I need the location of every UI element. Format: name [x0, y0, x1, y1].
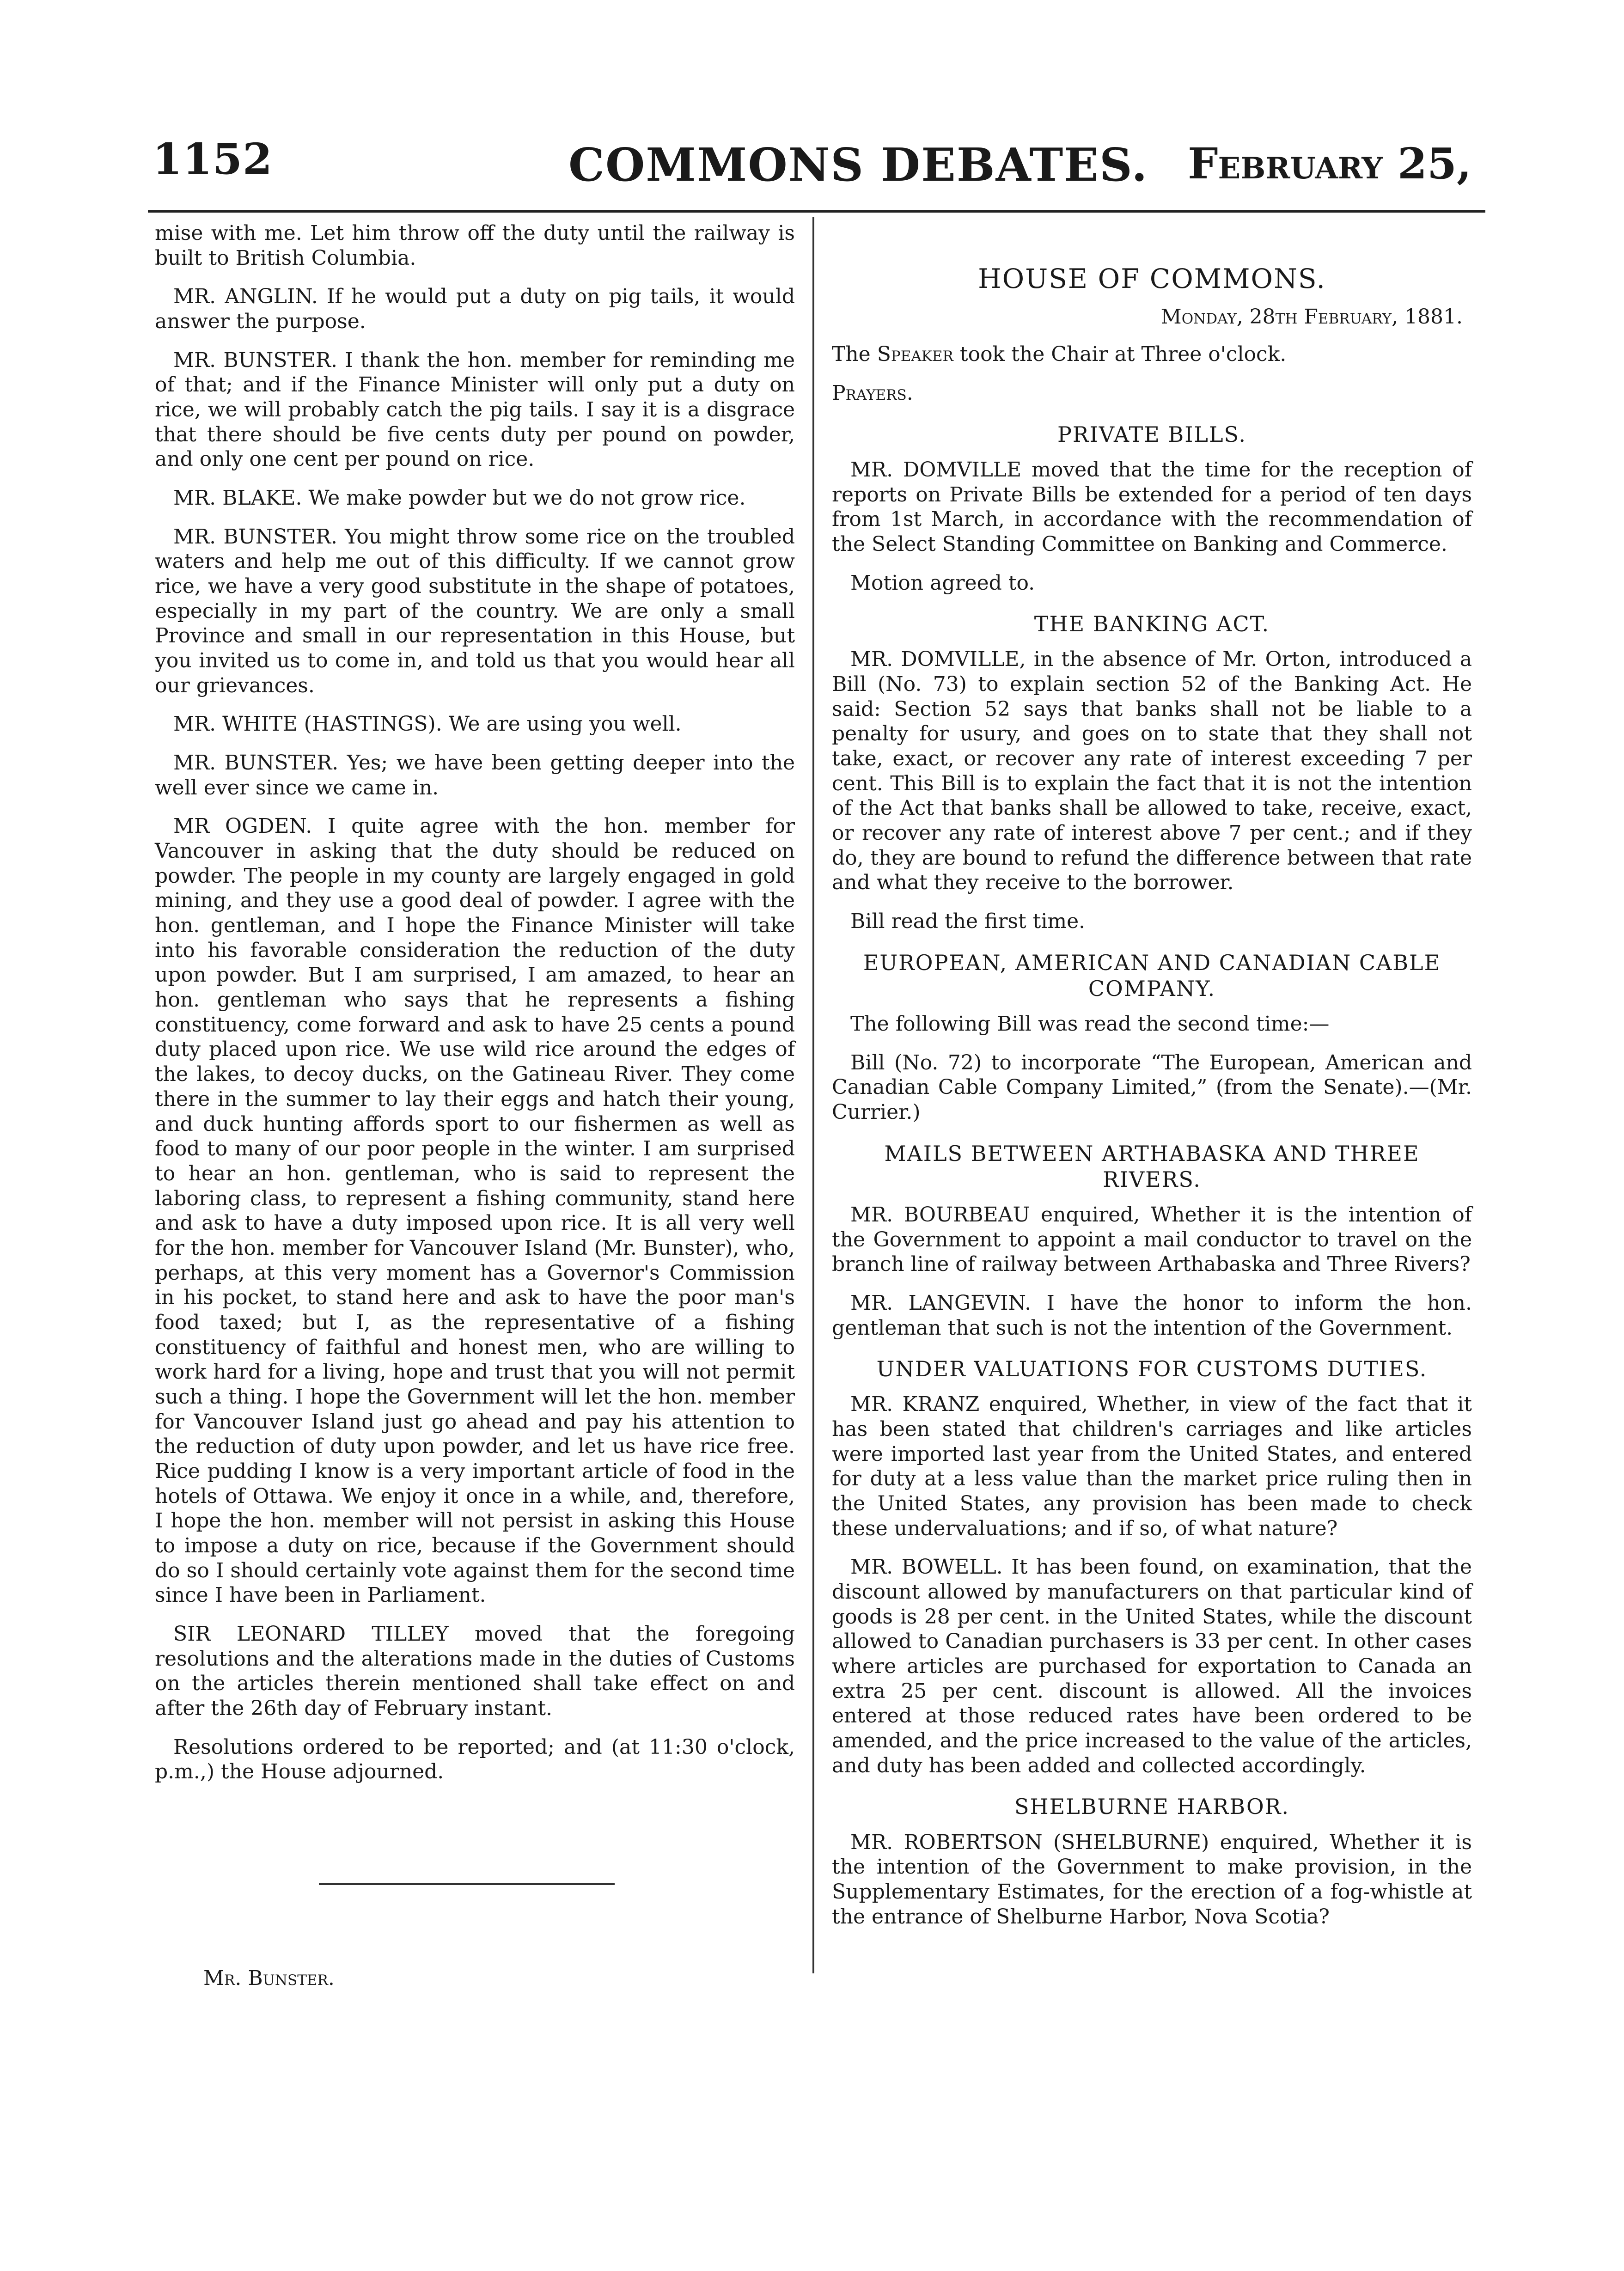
- page-date: February 25,: [1188, 139, 1471, 189]
- speaker-name: MR. BLAKE.: [173, 486, 302, 510]
- house-heading: HOUSE OF COMMONS.: [978, 263, 1326, 294]
- plain-paragraph: The following Bill was read the second time:—: [850, 1012, 1330, 1036]
- section-heading: SHELBURNE HARBOR.: [1014, 1794, 1289, 1819]
- speaker-name: MR. ANGLIN.: [173, 285, 318, 309]
- speech-paragraph: MR. ROBERTSON (SHELBURNE) enquired, Whether it is the intention of the Government to make provision, in the Supplementary Estimates, for the erection of a fog-whistle at the entrance of Shelburne Harbor, Nova Scotia?: [832, 1830, 1472, 1929]
- plain-paragraph: Bill (No. 72) to incorporate “The European, American and Canadian Cable Company Limited,” (from the Senate).—(Mr. Currier.): [832, 1050, 1472, 1124]
- plain-paragraph: Motion agreed to.: [850, 571, 1035, 595]
- speech-paragraph: MR. KRANZ enquired, Whether, in view of the fact that it has been stated that children's carriages and like articles were imported last year from the United States, and entered for duty at a less value than the market price ruling then in the United States, any provision has been made to check these undervaluations; and if so, of what nature?: [832, 1392, 1472, 1540]
- page-number: 1152: [153, 134, 273, 184]
- right-column: [832, 221, 1472, 1943]
- prayers-label: Prayers.: [832, 381, 913, 405]
- dateline: Monday, 28th February, 1881.: [1160, 305, 1463, 329]
- speech-paragraph: MR. ANGLIN. If he would put a duty on pig tails, it would answer the purpose.: [155, 285, 795, 334]
- speech-paragraph: MR OGDEN. I quite agree with the hon. member for Vancouver in asking that the duty should be reduced on powder. The people in my county are largely engaged in gold mining, and they use a good deal of powder. I agree with the hon. gentleman, and I hope the Finance Minister will take into his favorable consideration the reduction of the duty upon powder. But I am surprised, I am amazed, to hear an hon. gentleman who says that he represents a fishing constituency, come forward and ask to have 25 cents a pound duty placed upon rice. We use wild rice around the edges of the lakes, to decoy ducks, on the Gatineau River. They come there in the summer to lay their eggs and hatch their young, and duck hunting affords sport to our fishermen as well as food to many of our poor people in the winter. I am surprised to hear an hon. gentleman, who is said to represent the laboring class, to represent a fishing community, stand here and ask to have a duty imposed upon rice. It is all very well for the hon. member for Vancouver Island (Mr. Bunster), who, perhaps, at this very moment has a Governor's Commission in his pocket, to stand here and ask to have the poor man's food taxed; but I, as the representative of a fishing constituency of faithful and honest men, who are willing to work hard for a living, hope and trust that you will not permit such a thing. I hope the Government will let the hon. member for Vancouver Island just go ahead and pay his attention to the reduction of duty upon powder, and let us have rice free. Rice pudding I know is a very important article of food in the hotels of Ottawa. We enjoy it once in a while, and, therefore, I hope the hon. member will not persist in asking this House to impose a duty on rice, because if the Government should do so I should certainly vote against them for the second time since I have been in Parliament.: [155, 814, 795, 1607]
- speech-paragraph: SIR LEONARD TILLEY moved that the foregoing resolutions and the alterations made in the duties of Customs on the articles therein mentioned shall take effect on and after the 26th day of February instant.: [155, 1622, 795, 1720]
- section-heading: THE BANKING ACT.: [1034, 611, 1270, 637]
- continued-paragraph: mise with me. Let him throw off the duty until the railway is built to British Columbia.: [155, 221, 795, 270]
- plain-paragraph: Resolutions ordered to be reported; and (at 11:30 o'clock, p.m.,) the House adjourned.: [155, 1735, 795, 1784]
- footer-speaker-name: Mr. Bunster.: [203, 1966, 335, 1990]
- speech-paragraph: MR. DOMVILLE, in the absence of Mr. Orton, introduced a Bill (No. 73) to explain section 52 of the Banking Act. He said: Section 52 says that banks shall not be liable to a penalty for usury, and goes on to state that they shall not take, exact, or recover any rate of interest exceeding 7 per cent. This Bill is to explain the fact that it is not the intention of the Act that banks shall be allowed to take, receive, exact, or recover any rate of interest above 7 per cent.; and if they do, they are bound to refund the difference between that rate and what they receive to the borrower.: [832, 647, 1472, 895]
- speaker-name: MR OGDEN.: [173, 814, 312, 838]
- section-heading: PRIVATE BILLS.: [1057, 421, 1246, 447]
- speech-paragraph: MR. BLAKE. We make powder but we do not grow rice.: [173, 486, 746, 510]
- speech-paragraph: MR. BOURBEAU enquired, Whether it is the intention of the Government to appoint a mail conductor to travel on the branch line of railway between Arthabaska and Three Rivers?: [832, 1203, 1472, 1276]
- left-column: [155, 221, 795, 1798]
- speech-paragraph: MR. LANGEVIN. I have the honor to inform the hon. gentleman that such is not the intention of the Government.: [832, 1291, 1472, 1340]
- section-heading: MAILS BETWEEN ARTHABASKA AND THREE RIVERS.: [884, 1141, 1420, 1192]
- section-heading: UNDER VALUATIONS FOR CUSTOMS DUTIES.: [876, 1356, 1428, 1382]
- speaker-name: MR. BUNSTER.: [173, 525, 337, 549]
- section-heading: EUROPEAN, AMERICAN AND CANADIAN CABLE COMPANY.: [863, 950, 1441, 1001]
- speaker-name: MR. WHITE (HASTINGS).: [173, 712, 442, 736]
- speech-paragraph: MR. BUNSTER. Yes; we have been getting deeper into the well ever since we came in.: [155, 751, 795, 800]
- page-title: COMMONS DEBATES.: [568, 139, 1148, 192]
- speaker-name: MR. BUNSTER.: [173, 751, 339, 775]
- closing-rule: [319, 1883, 615, 1885]
- speaker-name: SIR LEONARD TILLEY: [173, 1622, 449, 1646]
- plain-paragraph: Bill read the first time.: [850, 910, 1086, 934]
- speech-paragraph: MR. DOMVILLE moved that the time for the reception of reports on Private Bills be extended for a period of ten days from 1st March, in accordance with the recommendation of the Select Standing Committee on Banking and Commerce.: [832, 458, 1472, 556]
- speaker-name: MR. BUNSTER.: [173, 348, 338, 372]
- speech-paragraph: MR. WHITE (HASTINGS). We are using you well.: [173, 712, 682, 736]
- speech-paragraph: MR. BUNSTER. I thank the hon. member for reminding me of that; and if the Finance Minister will only put a duty on rice, we will probably catch the pig tails. I say it is a disgrace that there should be five cents duty per pound on powder, and only one cent per pound on rice.: [155, 348, 795, 471]
- speech-paragraph: MR. BUNSTER. You might throw some rice on the troubled waters and help me out of this difficulty. If we cannot grow rice, we have a very good substitute in the shape of potatoes, especially in my part of the country. We are only a small Province and small in our representation in this House, but you invited us to come in, and told us that you would hear all our grievances.: [155, 525, 795, 697]
- header-rule: [148, 210, 1485, 213]
- speaker-chair-line: The Speaker took the Chair at Three o'clock.: [832, 342, 1287, 366]
- speech-paragraph: MR. BOWELL. It has been found, on examination, that the discount allowed by manufacturers on that particular kind of goods is 28 per cent. in the United States, while the discount allowed to Canadian purchasers is 33 per cent. In other cases where articles are purchased for exportation to Canada an extra 25 per cent. discount is allowed. All the invoices entered at those reduced rates have been ordered to be amended, and the price increased to the value of the articles, and duty has been added and collected accordingly.: [832, 1555, 1472, 1777]
- column-divider: [812, 217, 814, 1973]
